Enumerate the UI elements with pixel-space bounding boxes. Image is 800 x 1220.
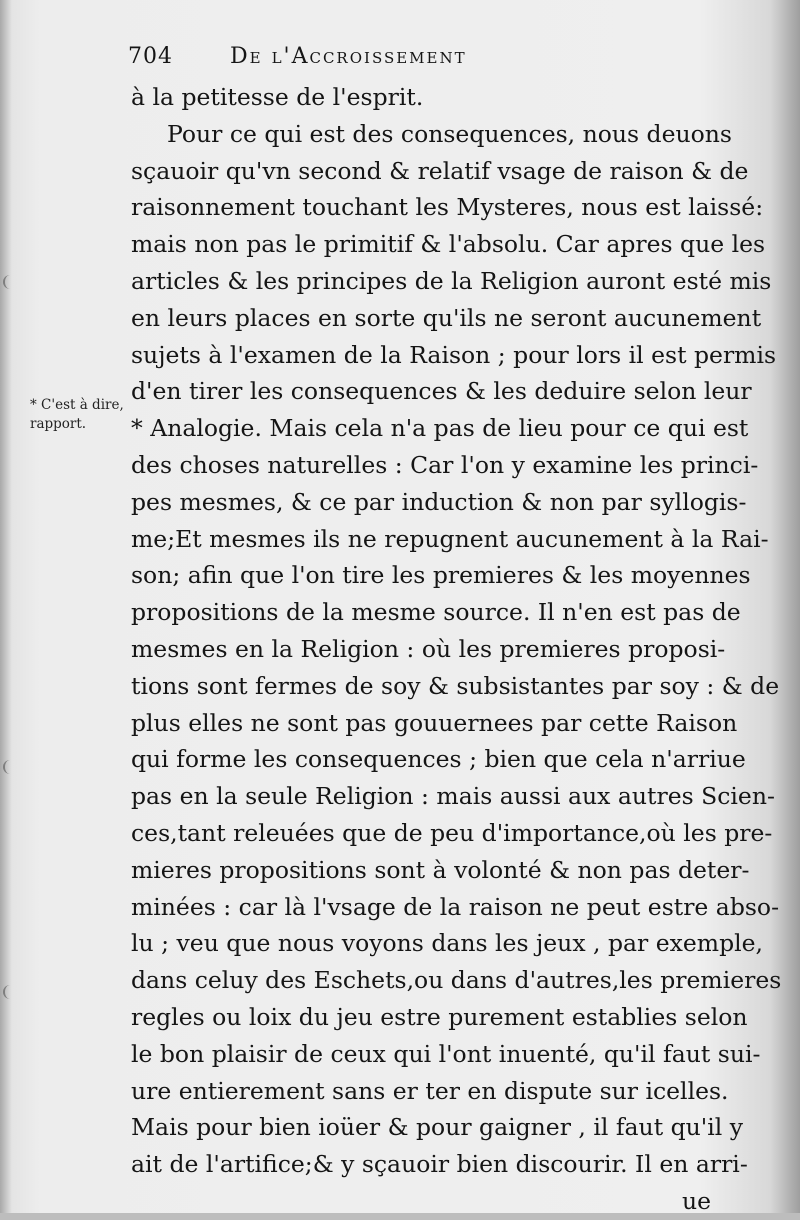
binding-mark <box>3 985 13 999</box>
text-line: me;Et mesmes ils ne repugnent aucunement à la Rai- <box>131 524 769 553</box>
text-line: mesmes en la Religion : où les premieres proposi- <box>131 634 726 663</box>
text-line: mieres propositions sont à volonté & non pas deter- <box>131 855 750 884</box>
text-line: à la petitesse de l'esprit. <box>131 83 424 111</box>
text-line: sujets à l'examen de la Raison ; pour lors il est permis <box>131 340 777 369</box>
text-line: d'en tirer les consequences & les deduire selon leur <box>131 377 752 406</box>
margin-note-line: * C'est à dire, <box>30 397 124 413</box>
text-line: * Analogie. Mais cela n'a pas de lieu pour ce qui est <box>131 414 749 443</box>
text-line: ces,tant releuées que de peu d'importance,où les pre- <box>131 818 773 847</box>
text-line: raisonnement touchant les Mysteres, nous est laissé: <box>131 193 764 222</box>
text-line: le bon plaisir de ceux qui l'ont inuenté, qu'il faut sui- <box>131 1039 761 1068</box>
text-line: regles ou loix du jeu estre purement establies selon <box>131 1002 748 1031</box>
text-line: Mais pour bien ioüer & pour gaigner , il faut qu'il y <box>131 1113 744 1142</box>
catchword: ue <box>681 1186 711 1215</box>
text-line: des choses naturelles : Car l'on y examine les princi- <box>131 450 759 479</box>
text-line: sçauoir qu'vn second & relatif vsage de raison & de <box>131 156 749 185</box>
text-line: dans celuy des Eschets,ou dans d'autres,les premieres <box>131 966 782 995</box>
running-title: De l'Accroissement <box>230 44 467 69</box>
text-line: pes mesmes, & ce par induction & non par syllogis- <box>131 487 747 516</box>
binding-mark <box>3 760 13 774</box>
text-line: propositions de la mesme source. Il n'en est pas de <box>131 598 741 627</box>
binding-mark <box>3 275 13 289</box>
text-line: mais non pas le primitif & l'absolu. Car apres que les <box>131 230 766 259</box>
margin-note-line: rapport. <box>30 416 87 432</box>
text-line: Pour ce qui est des consequences, nous deuons <box>167 119 732 148</box>
text-line: son; afin que l'on tire les premieres & les moyennes <box>131 561 751 590</box>
text-line: qui forme les consequences ; bien que cela n'arriue <box>131 745 746 774</box>
text-line: ait de l'artifice;& y sçauoir bien discourir. Il en arri- <box>131 1150 748 1179</box>
body-text <box>131 79 782 1220</box>
text-line: lu ; veu que nous voyons dans les jeux , par exemple, <box>131 929 764 958</box>
text-line: en leurs places en sorte qu'ils ne seront aucunement <box>131 303 762 332</box>
page-number: 704 <box>128 44 173 69</box>
running-header <box>128 44 608 80</box>
text-line: pas en la seule Religion : mais aussi aux autres Scien- <box>131 782 775 811</box>
margin-note <box>30 396 130 434</box>
text-line: plus elles ne sont pas gouuernees par cette Raison <box>131 708 738 737</box>
text-line: articles & les principes de la Religion auront esté mis <box>131 266 772 295</box>
text-line: minées : car là l'vsage de la raison ne peut estre abso- <box>131 892 780 921</box>
text-line: ure entierement sans er ter en dispute sur icelles. <box>131 1076 729 1105</box>
text-line: tions sont fermes de soy & subsistantes par soy : & de <box>131 671 780 700</box>
